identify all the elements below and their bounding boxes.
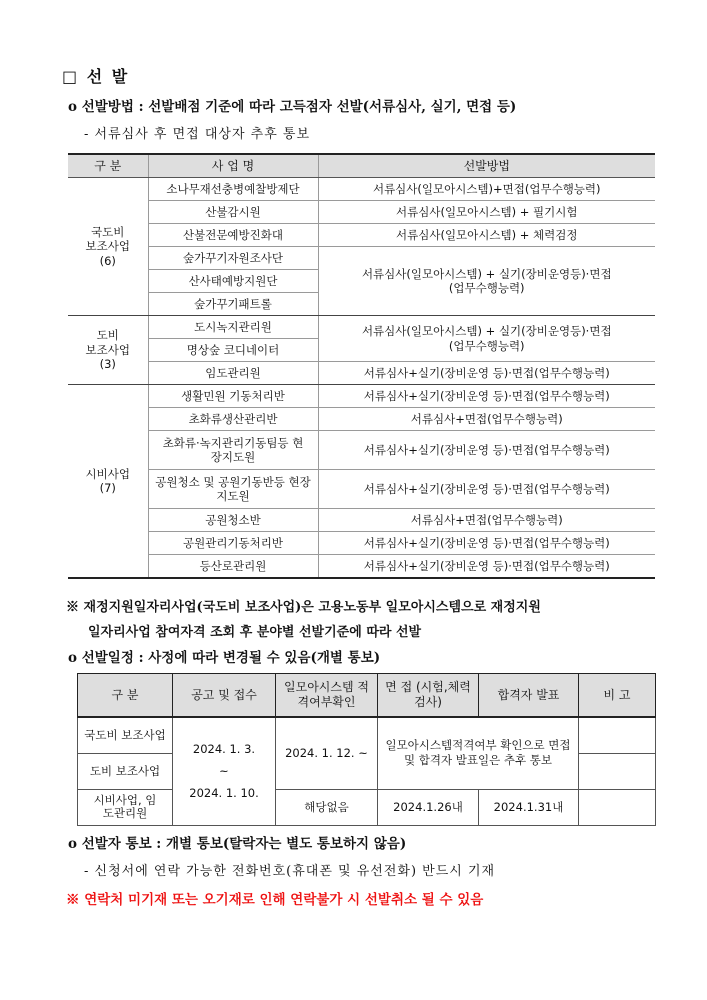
schedule-row-label: 시비사업, 임도관리원 bbox=[78, 789, 173, 825]
schedule-header-category: 구 분 bbox=[78, 674, 173, 718]
method-cell: 서류심사+실기(장비운영 등)·면접(업무수행능력) bbox=[318, 385, 655, 408]
project-name: 소나무재선충병예찰방제단 bbox=[148, 178, 318, 201]
result-date: 2024.1.31내 bbox=[479, 789, 579, 825]
schedule-table bbox=[77, 673, 656, 826]
project-name: 초화류·녹지관리기동팀등 현장지도원 bbox=[148, 431, 318, 470]
schedule-header-result: 합격자 발표 bbox=[479, 674, 579, 718]
group-label: 도비 보조사업 (3) bbox=[68, 316, 148, 385]
remarks-cell bbox=[579, 789, 656, 825]
group-label: 시비사업 (7) bbox=[68, 385, 148, 579]
method-cell: 서류심사(일모아시스템)+면접(업무수행능력) bbox=[318, 178, 655, 201]
method-cell: 서류심사+면접(업무수행능력) bbox=[318, 509, 655, 532]
method-cell: 서류심사+실기(장비운영 등)·면접(업무수행능력) bbox=[318, 470, 655, 509]
schedule-header-remarks: 비 고 bbox=[579, 674, 656, 718]
notify-warning: ※ 연락처 미기재 또는 오기재로 인해 연락불가 시 선발취소 될 수 있음 bbox=[66, 892, 484, 908]
header-category: 구 분 bbox=[68, 154, 148, 178]
project-name: 숲가꾸기패트롤 bbox=[148, 293, 318, 316]
project-name: 도시녹지관리원 bbox=[148, 316, 318, 339]
check-date: 2024. 1. 12. ~ bbox=[276, 717, 378, 789]
header-method: 선발방법 bbox=[318, 154, 655, 178]
schedule-row-label: 도비 보조사업 bbox=[78, 753, 173, 789]
header-project: 사 업 명 bbox=[148, 154, 318, 178]
notify-note: - 신청서에 연락 가능한 전화번호(휴대폰 및 유선전화) 반드시 기재 bbox=[84, 864, 496, 879]
method-cell: 서류심사+면접(업무수행능력) bbox=[318, 408, 655, 431]
project-name: 숲가꾸기자원조사단 bbox=[148, 247, 318, 270]
project-name: 공원청소반 bbox=[148, 509, 318, 532]
selection-method-note: - 서류심사 후 면접 대상자 추후 통보 bbox=[84, 127, 310, 142]
project-name: 초화류생산관리반 bbox=[148, 408, 318, 431]
method-cell: 서류심사+실기(장비운영 등)·면접(업무수행능력) bbox=[318, 555, 655, 579]
schedule-title: ο 선발일정 : 사정에 따라 변경될 수 있음(개별 통보) bbox=[68, 650, 381, 666]
project-name: 공원관리기동처리반 bbox=[148, 532, 318, 555]
selection-method-table bbox=[68, 153, 655, 579]
method-cell: 서류심사(일모아시스템) + 필기시험 bbox=[318, 201, 655, 224]
method-cell: 서류심사+실기(장비운영 등)·면접(업무수행능력) bbox=[318, 431, 655, 470]
project-name: 등산로관리원 bbox=[148, 555, 318, 579]
project-name: 산불감시원 bbox=[148, 201, 318, 224]
interview-date: 2024.1.26내 bbox=[378, 789, 479, 825]
project-name: 산사태예방지원단 bbox=[148, 270, 318, 293]
project-name: 명상숲 코디네이터 bbox=[148, 339, 318, 362]
selection-method-title: ο 선발방법 : 선발배점 기준에 따라 고득점자 선발(서류심사, 실기, 면접 등) bbox=[68, 99, 517, 115]
schedule-header-check: 일모아시스템 적격여부확인 bbox=[276, 674, 378, 718]
method-cell: 서류심사+실기(장비운영 등)·면접(업무수행능력) bbox=[318, 362, 655, 385]
posting-period: 2024. 1. 3. ~ 2024. 1. 10. bbox=[173, 717, 276, 825]
check-none: 해당없음 bbox=[276, 789, 378, 825]
notice-line-1: ※ 재정지원일자리사업(국도비 보조사업)은 고용노동부 일모아시스템으로 재정지원 bbox=[66, 600, 541, 615]
method-cell: 서류심사+실기(장비운영 등)·면접(업무수행능력) bbox=[318, 532, 655, 555]
group-label: 국도비 보조사업 (6) bbox=[68, 178, 148, 316]
method-cell: 서류심사(일모아시스템) + 실기(장비운영등)·면접(업무수행능력) bbox=[318, 247, 655, 316]
method-cell: 서류심사(일모아시스템) + 체력검정 bbox=[318, 224, 655, 247]
section-heading: □ 선 발 bbox=[62, 67, 130, 86]
schedule-header-posting: 공고 및 접수 bbox=[173, 674, 276, 718]
project-name: 생활민원 기동처리반 bbox=[148, 385, 318, 408]
notify-title: ο 선발자 통보 : 개별 통보(탈락자는 별도 통보하지 않음) bbox=[68, 836, 407, 852]
notice-line-2: 일자리사업 참여자격 조회 후 분야별 선발기준에 따라 선발 bbox=[88, 625, 422, 640]
remarks-cell bbox=[579, 753, 656, 789]
schedule-header-interview: 면 접 (시험,체력검사) bbox=[378, 674, 479, 718]
project-name: 공원청소 및 공원기동반등 현장지도원 bbox=[148, 470, 318, 509]
merged-note: 일모아시스템적격여부 확인으로 면접 및 합격자 발표일은 추후 통보 bbox=[378, 717, 579, 789]
project-name: 임도관리원 bbox=[148, 362, 318, 385]
remarks-cell bbox=[579, 717, 656, 753]
schedule-row-label: 국도비 보조사업 bbox=[78, 717, 173, 753]
project-name: 산불전문예방진화대 bbox=[148, 224, 318, 247]
method-cell: 서류심사(일모아시스템) + 실기(장비운영등)·면접(업무수행능력) bbox=[318, 316, 655, 362]
